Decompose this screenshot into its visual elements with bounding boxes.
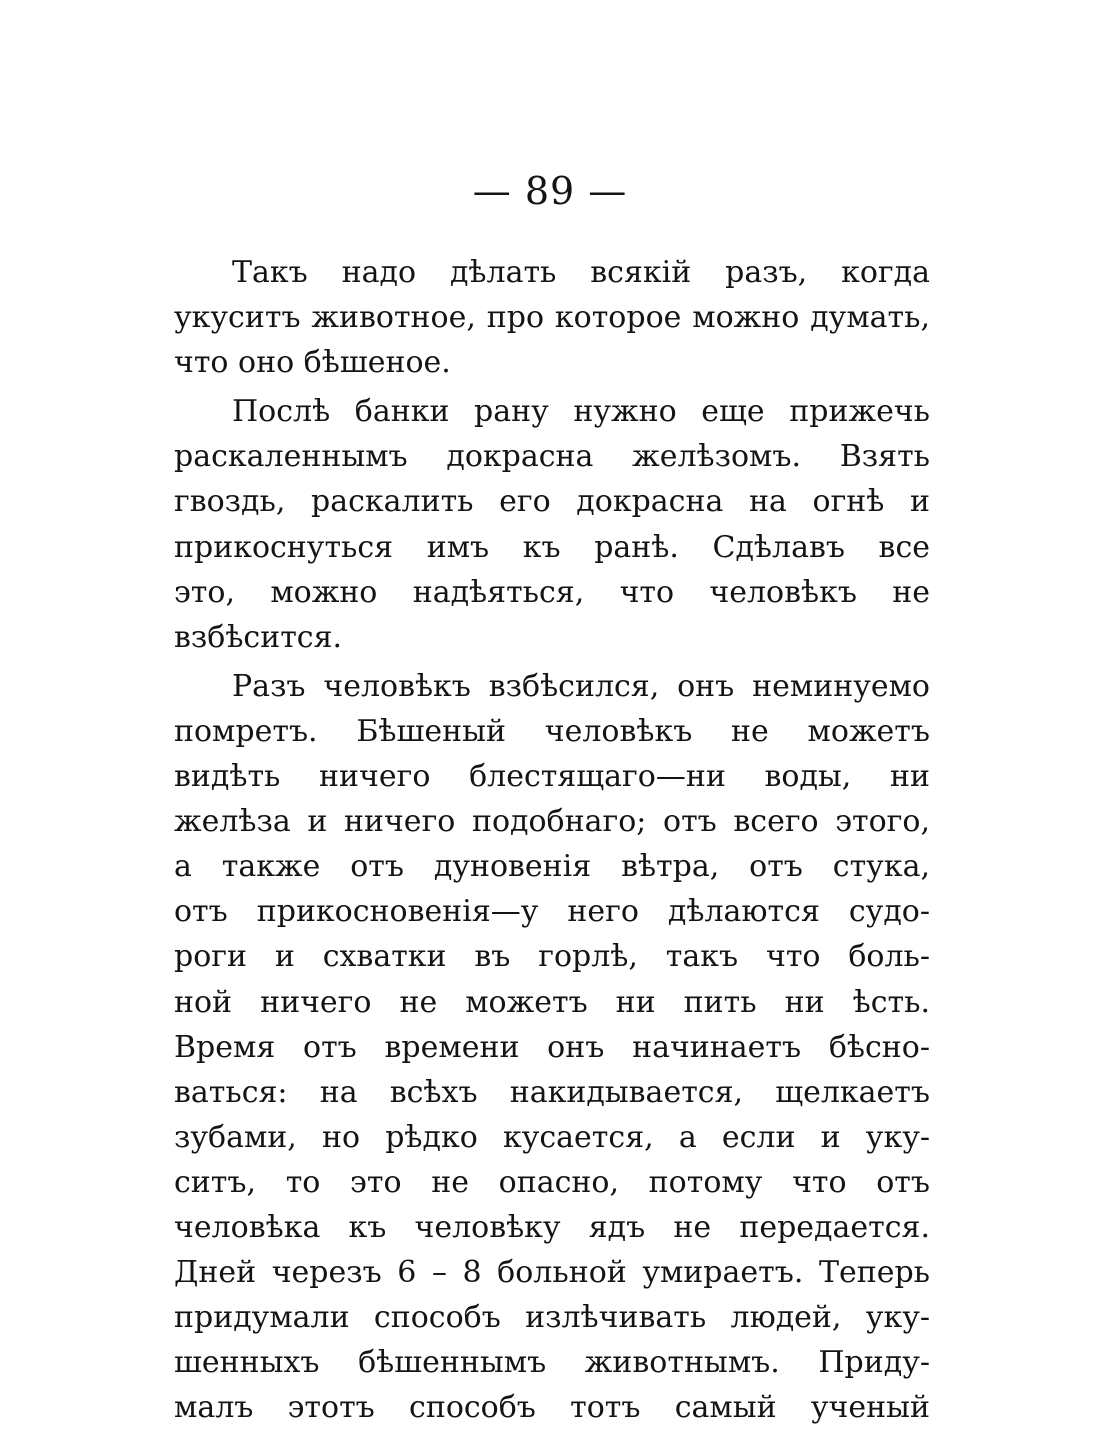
text-line: ваться: на всѣхъ накидывается, щелкаетъ xyxy=(174,1074,930,1110)
text-line: человѣка къ человѣку ядъ не передается. xyxy=(174,1209,930,1245)
text-line: прикоснуться имъ къ ранѣ. Сдѣлавъ все xyxy=(174,529,930,565)
text-line: ситъ, то это не опасно, потому что отъ xyxy=(174,1164,930,1200)
text-line: придумали способъ излѣчивать людей, уку- xyxy=(174,1300,930,1336)
text-line: Разъ человѣкъ взбѣсился, онъ неминуемо xyxy=(232,668,930,704)
text-line: Послѣ банки рану нужно еще прижечь xyxy=(232,394,930,430)
text-line: взбѣсится. xyxy=(174,619,343,655)
text-line: видѣть ничего блестящаго—ни воды, ни xyxy=(174,759,930,795)
body-text xyxy=(174,250,930,1430)
paragraph xyxy=(174,389,930,660)
text-line: желѣза и ничего подобнаго; отъ всего этого, xyxy=(174,804,930,840)
text-line: раскаленнымъ докрасна желѣзомъ. Взять xyxy=(174,439,930,475)
text-line: Дней черезъ 6 – 8 больной умираетъ. Теперь xyxy=(174,1255,930,1291)
text-line: что оно бѣшеное. xyxy=(174,345,451,381)
text-line: малъ этотъ способъ тотъ самый ученый xyxy=(174,1390,930,1426)
text-line: Такъ надо дѣлать всякій разъ, когда xyxy=(232,255,930,290)
text-line: помретъ. Бѣшеный человѣкъ не можетъ xyxy=(174,713,930,749)
text-line: отъ прикосновенія—у него дѣлаются судо- xyxy=(174,894,930,930)
page-number: — 89 — xyxy=(472,169,628,213)
text-line: шенныхъ бѣшеннымъ животнымъ. Приду- xyxy=(174,1345,930,1381)
text-line: это, можно надѣяться, что человѣкъ не xyxy=(174,574,930,610)
text-line: а также отъ дуновенія вѣтра, отъ стука, xyxy=(174,849,930,885)
text-line: гвоздь, раскалить его докрасна на огнѣ и xyxy=(174,484,930,520)
text-line: роги и схватки въ горлѣ, такъ что боль- xyxy=(174,939,930,975)
text-line: Время отъ времени онъ начинаетъ бѣсно- xyxy=(174,1029,930,1065)
text-line: укуситъ животное, про которое можно думать, xyxy=(174,300,930,336)
paragraph xyxy=(174,664,930,1430)
paragraph xyxy=(174,250,930,385)
text-line: зубами, но рѣдко кусается, а если и уку- xyxy=(174,1119,930,1155)
text-line: ной ничего не можетъ ни пить ни ѣсть. xyxy=(174,984,930,1020)
